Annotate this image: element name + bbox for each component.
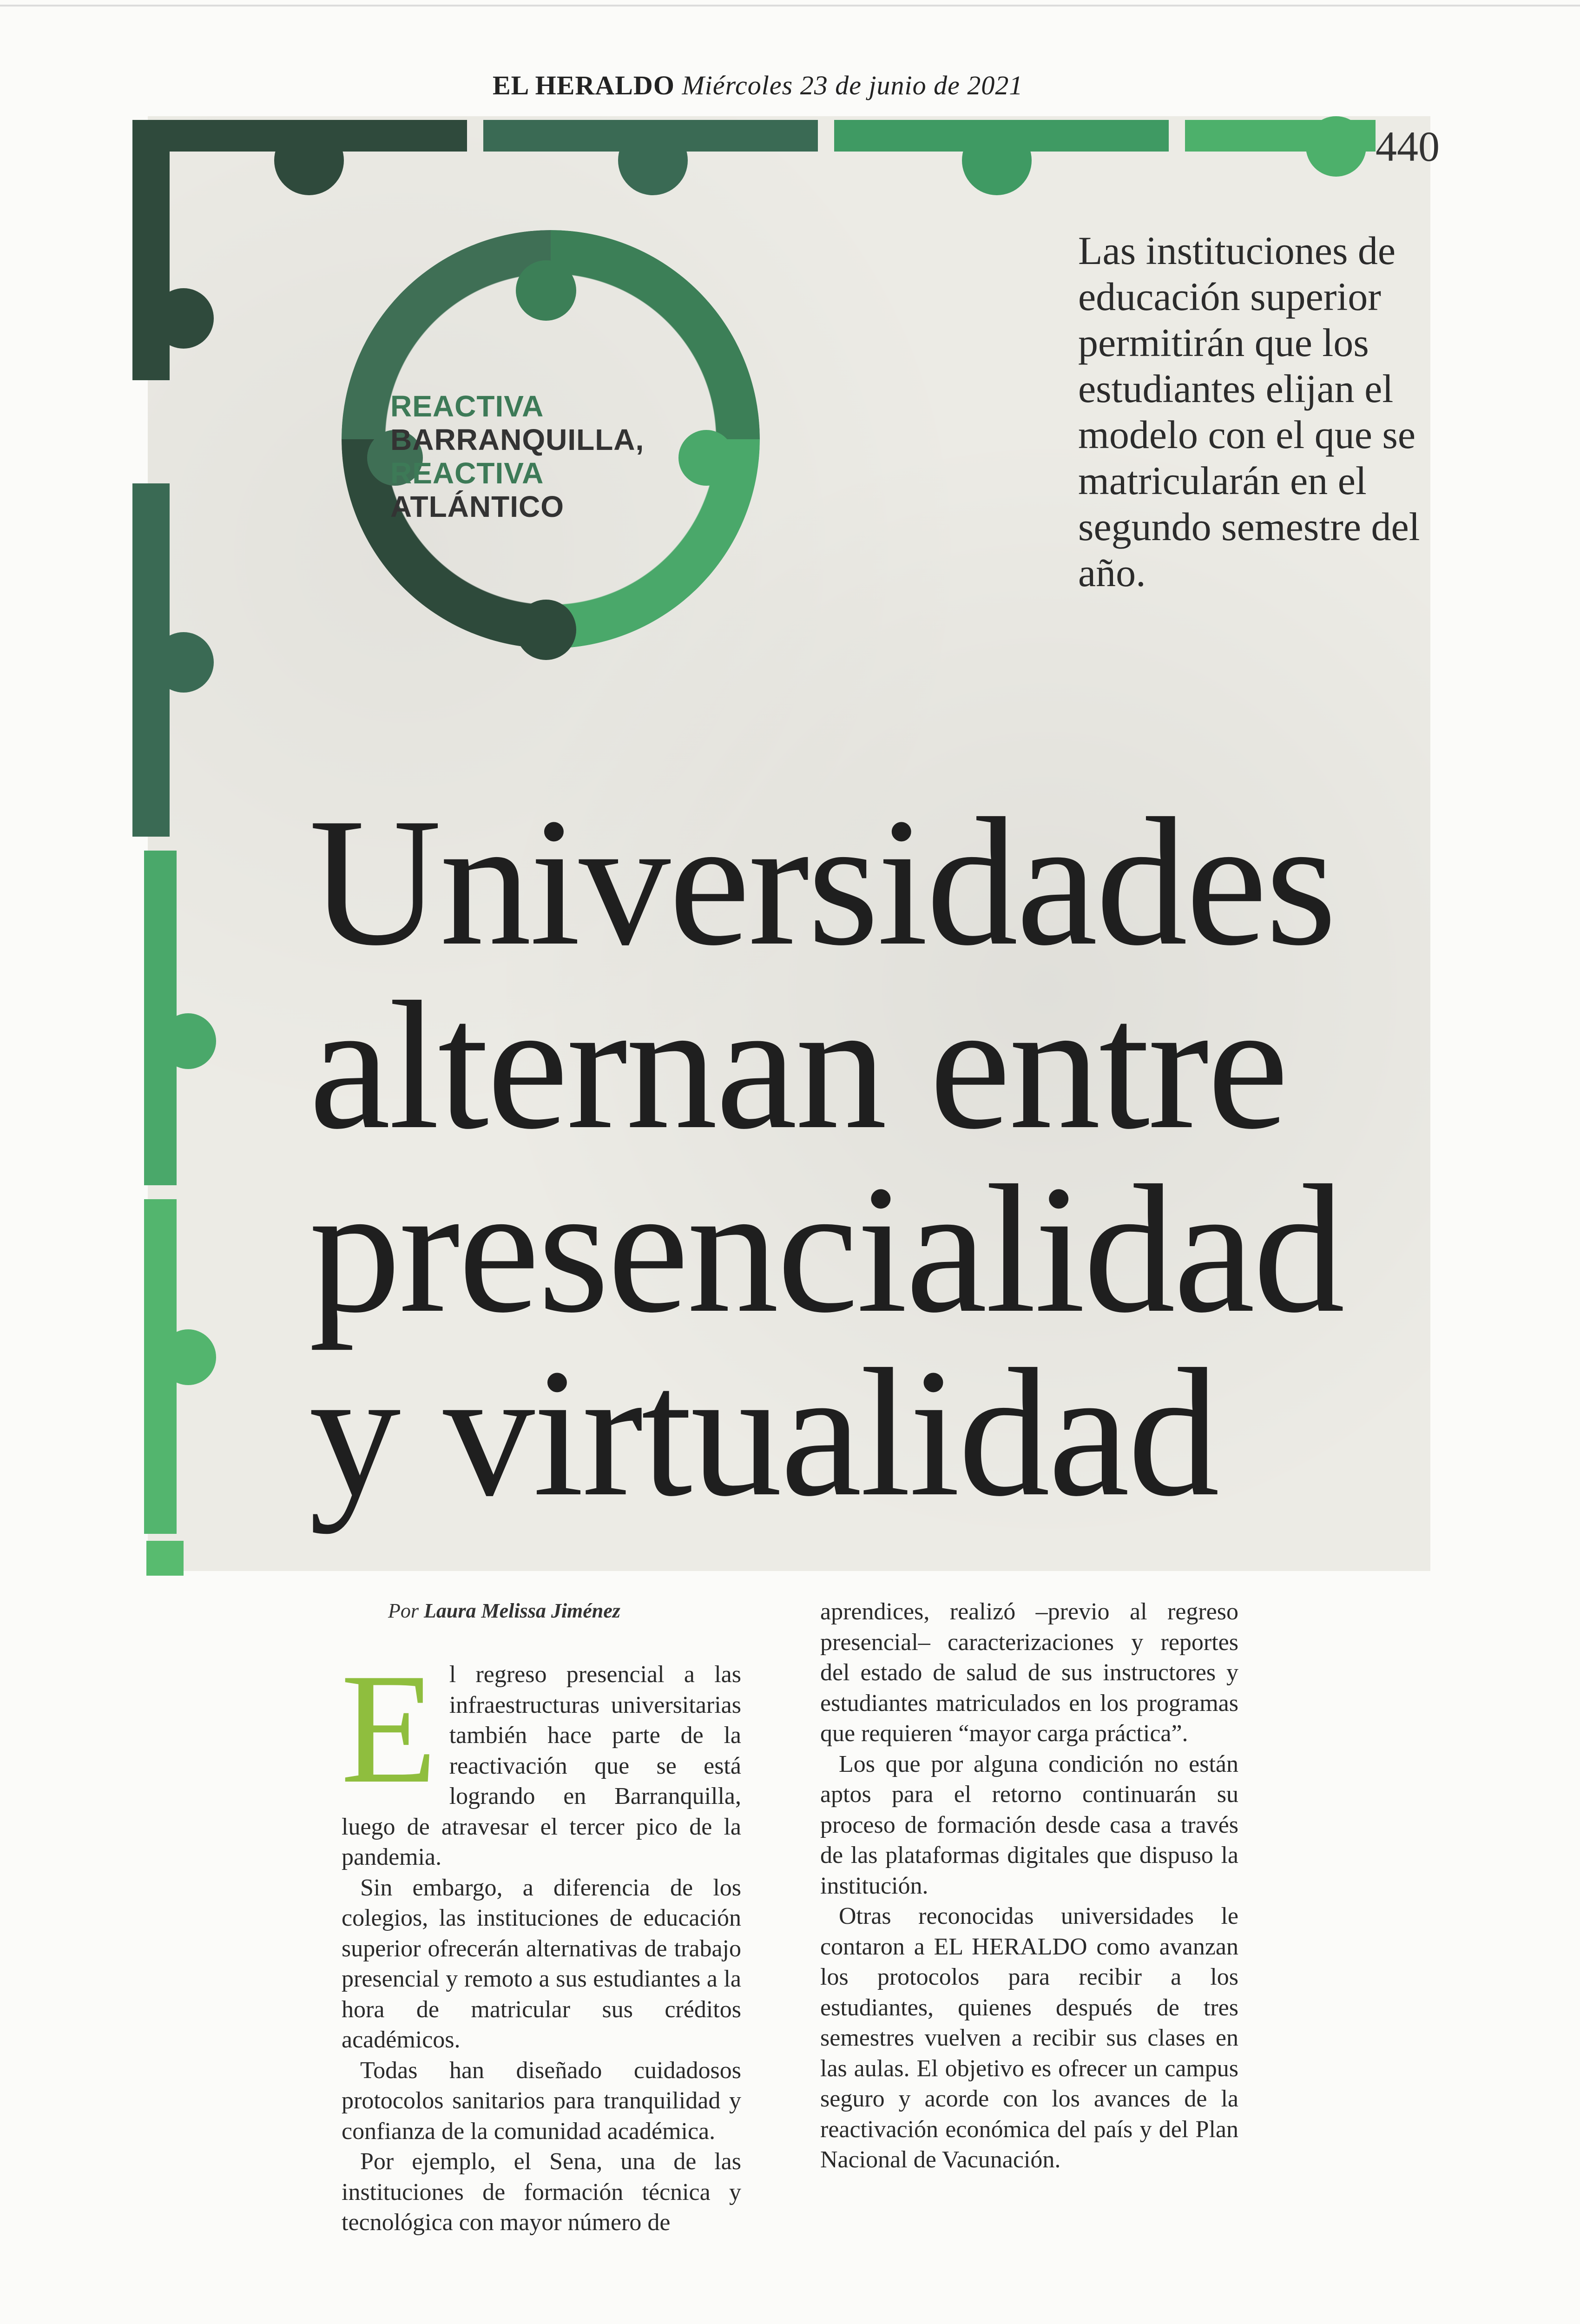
article-deck: Las instituciones de educación superior permitirán que los estudiantes elijan el modelo con el que se matricularán en el segundo semestre del año. (1078, 228, 1420, 595)
masthead (493, 70, 1023, 101)
article-column-1 (341, 1641, 741, 2238)
headline-line: y virtualidad (309, 1331, 1218, 1534)
frame-knob (274, 125, 344, 195)
frame-knob (153, 288, 214, 349)
byline-author: Laura Melissa Jiménez (424, 1599, 620, 1622)
logo-line: REACTIVA (390, 456, 544, 490)
paragraph: aprendices, realizó –previo al regreso presencial– caracterizaciones y reportes del estado de salud de sus instructores y estudiantes matriculados en los programas que requieren “mayor carga práctica”. (820, 1598, 1238, 1747)
frame-knob (618, 125, 688, 195)
masthead-paper: EL HERALDO (493, 70, 675, 100)
frame-knob (160, 1013, 216, 1069)
page-number: 440 (1376, 123, 1440, 170)
frame-knob (962, 125, 1032, 195)
logo-line: BARRANQUILLA, (390, 423, 645, 456)
frame-knob (160, 1329, 216, 1385)
paragraph: Otras reconocidas universidades le contaron a EL HERALDO como avanzan los protocolos para recibir a los estudiantes, quienes después de tres semestres vuelven a recibir sus clases en las aulas. El objetivo es ofrecer un campus seguro y acorde con los avances de la reactivación económica del país y del Plan Nacional de Vacunación. (820, 1903, 1238, 2173)
paragraph: Sin embargo, a diferencia de los colegios, las instituciones de educación superior ofrecerán alternativas de trabajo presencial y remoto a sus estudiantes a la hora de matricular sus créditos académicos. (342, 1874, 741, 2053)
byline-prefix: Por (388, 1599, 419, 1622)
frame-knob (153, 632, 214, 693)
scan-edge-line (0, 5, 1580, 7)
frame-knob (1306, 116, 1366, 177)
article-headline (309, 780, 1424, 1534)
paragraph: l regreso presencial a las infraestructuras universitarias también hace parte de la reactivación que se está logrando en Barranquilla, luego de atravesar el tercer pico de la pandemia. (342, 1661, 741, 1870)
headline-line: presencialidad (309, 1148, 1343, 1351)
ring-knob (678, 430, 734, 486)
ring-knob (516, 600, 576, 660)
article-column-2 (820, 1597, 1238, 2175)
paragraph: Por ejemplo, el Sena, una de las instituciones de formación técnica y tecnológica con mayor número de (342, 2148, 741, 2236)
paragraph: Los que por alguna condición no están aptos para el retorno continuarán su proceso de formación desde casa a través de las plataformas digitales que dispuso la institución. (820, 1750, 1238, 1899)
ring-knob (516, 260, 576, 321)
paragraph: Todas han diseñado cuidadosos protocolos sanitarios para tranquilidad y confianza de la comunidad académica. (342, 2057, 741, 2145)
headline-line: alternan entre (309, 964, 1287, 1167)
masthead-date: Miércoles 23 de junio de 2021 (682, 70, 1023, 100)
logo-line: ATLÁNTICO (390, 490, 564, 523)
frame-left-5 (146, 1541, 184, 1576)
reactiva-logo-text (390, 390, 644, 523)
byline (388, 1599, 620, 1623)
drop-cap: E (341, 1641, 437, 1816)
logo-line: REACTIVA (390, 390, 544, 423)
headline-line: Universidades (309, 780, 1335, 984)
